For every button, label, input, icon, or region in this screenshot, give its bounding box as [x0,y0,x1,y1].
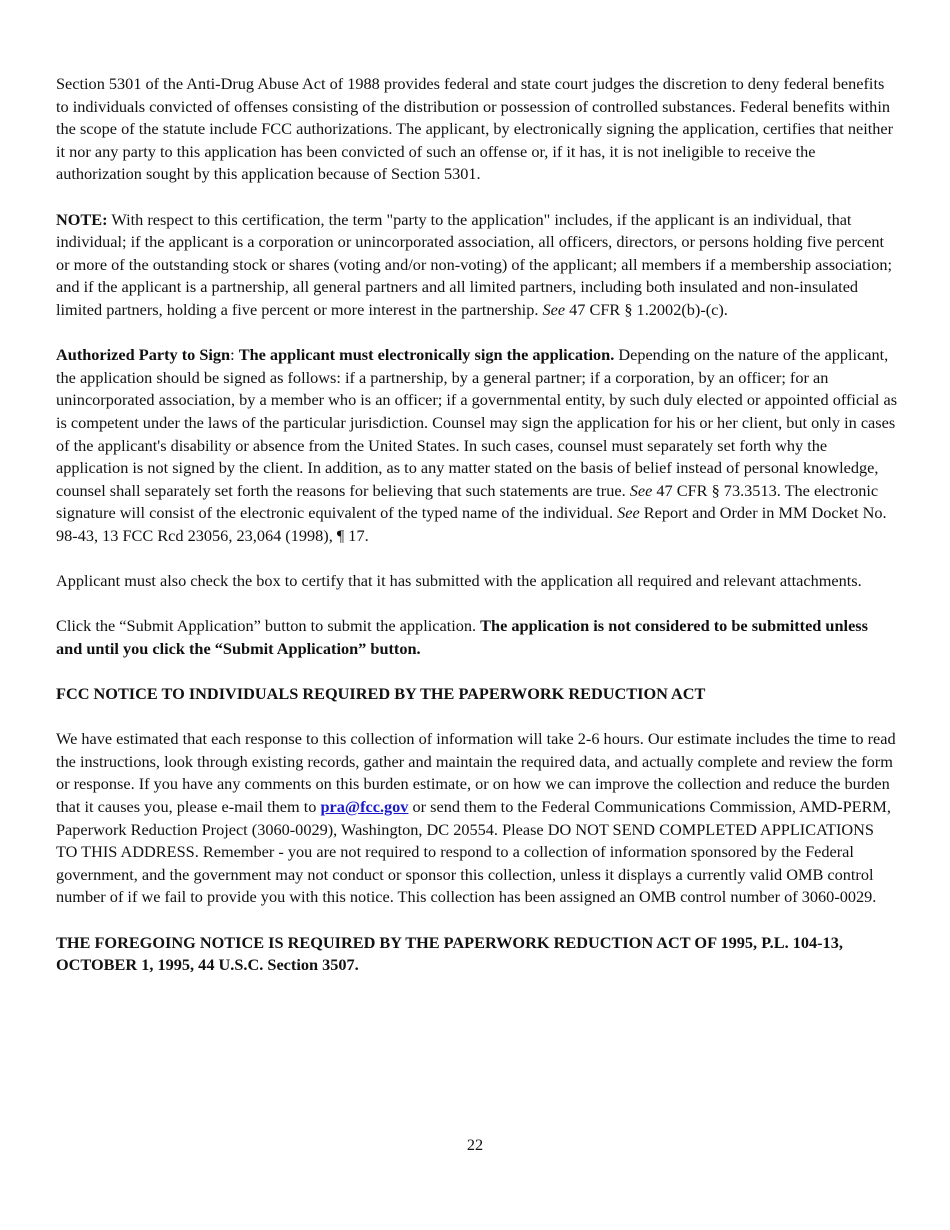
submit-warning: The application is not considered to be submitted unless and until you click the “Submit Application” button. [56,616,868,658]
authorized-party-see-2: See [617,503,640,523]
anti-drug-abuse-text: Section 5301 of the Anti-Drug Abuse Act of 1988 provides federal and state court judges the discretion to deny federal benefits to individuals convicted of offenses consisting of the distribution or possession of controlled substances. Federal benefits within the scope of the statute include FCC authorizations. The applicant, by electronically signing the application, certifies that neither it nor any party to this application has been convicted of such an offense or, if it has, it is not ineligible to receive the authorization sought by this application because of Section 5301. [56,74,894,184]
paperwork-notice-heading [56,683,898,706]
authorized-party-requirement: The applicant must electronically sign the application. [238,345,615,365]
attachments-paragraph [56,570,898,593]
burden-paragraph [56,728,898,909]
page-number: 22 [466,1135,484,1154]
authorized-party-colon: : [230,345,239,365]
authorized-party-label: Authorized Party to Sign [56,345,231,365]
note-see: See [542,299,566,319]
submit-text: Click the “Submit Application” button to submit the application. [56,616,481,636]
attachments-text: Applicant must also check the box to certify that it has submitted with the application all required and relevant attachments. [56,571,862,591]
paperwork-notice-heading-text: FCC NOTICE TO INDIVIDUALS REQUIRED BY THE PAPERWORK REDUCTION ACT [56,684,706,704]
authorized-party-paragraph [56,344,898,547]
burden-text-2: or send them to the Federal Communications Commission, AMD-PERM, Paperwork Reduction Project (3060-0029), Washington, DC 20554. Please DO NOT SEND COMPLETED APPLICATIONS TO THIS ADDRESS. Remember - you are not required to respond to a collection of information sponsored by the Federal government, and the government may not conduct or sponsor this collection, unless it displays a currently valid OMB control number of if we fail to provide you with this notice. This collection has been assigned an OMB control number of 3060-0029. [56,797,891,907]
submit-paragraph [56,615,898,660]
document-body [56,73,898,999]
authorized-party-text-3: Report and Order in MM Docket No. 98-43, 13 FCC Rcd 23056, 23,064 (1998), ¶ 17. [56,503,887,545]
note-citation: 47 CFR § 1.2002(b)-(c). [565,299,728,319]
note-text: With respect to this certification, the term "party to the application" includes, if the applicant is an individual, that individual; if the applicant is a corporation or unincorporated association, all officers, directors, or persons holding five percent or more of the outstanding stock or shares (voting and/or non-voting) of the applicant; all members if a membership association; and if the applicant is a partnership, all general partners and all limited partners, including both insulated and non-insulated limited partners, holding a five percent or more interest in the partnership. [56,209,893,319]
burden-text-1: We have estimated that each response to this collection of information will take 2-6 hours. Our estimate includes the time to read the instructions, look through existing records, gather and maintain the required data, and actually complete and review the form or response. If you have any comments on this burden estimate, or on how we can improve the collection and reduce the burden that it causes you, please e-mail them to [56,729,896,816]
note-paragraph [56,209,898,322]
anti-drug-abuse-paragraph [56,73,898,186]
foregoing-notice-text: THE FOREGOING NOTICE IS REQUIRED BY THE PAPERWORK REDUCTION ACT OF 1995, P.L. 104-13, OCTOBER 1, 1995, 44 U.S.C. Section 3507. [56,932,843,975]
foregoing-notice [56,932,898,977]
note-label: NOTE: [56,209,108,229]
email-link[interactable]: pra@fcc.gov [320,797,409,816]
authorized-party-text-1: Depending on the nature of the applicant, the application should be signed as follows: if a partnership, by a general partner; if a corporation, by an officer; for an unincorporated association, by a member who is an officer; if a governmental entity, by such duly elected or appointed official as is competent under the laws of the particular jurisdiction. Counsel may sign the application for his or her client, but only in cases of the applicant's disability or absence from the United States. In such cases, counsel must separately set forth why the application is not signed by the client. In addition, as to any matter stated on the basis of belief instead of personal knowledge, counsel shall separately set forth the reasons for believing that such statements are true. [56,345,898,500]
authorized-party-see-1: See [629,480,653,500]
authorized-party-text-2: 47 CFR § 73.3513. The electronic signature will consist of the electronic equivalent of the typed name of the individual. [56,480,879,523]
